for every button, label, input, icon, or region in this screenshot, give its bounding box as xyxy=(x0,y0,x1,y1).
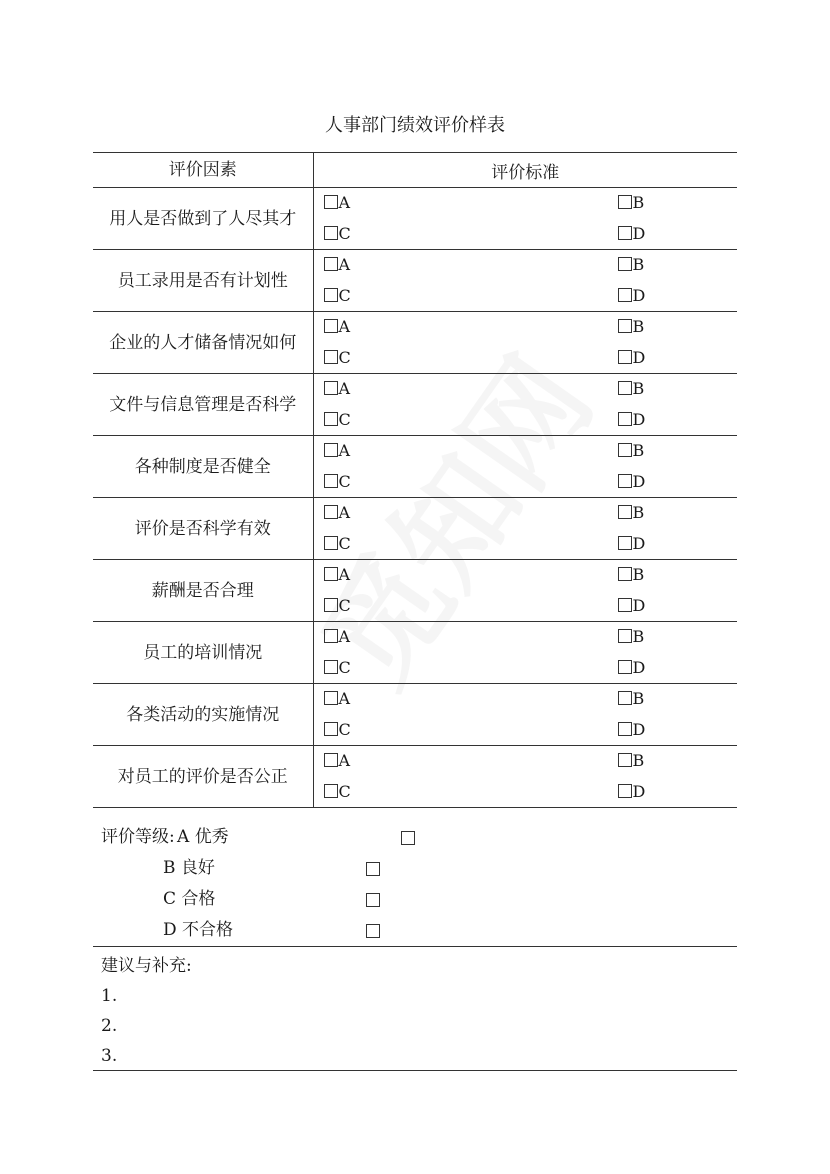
checkbox-icon[interactable] xyxy=(618,753,632,767)
factor-cell: 员工的培训情况 xyxy=(93,622,313,684)
option-a-checkbox[interactable] xyxy=(324,503,351,523)
factor-cell: 薪酬是否合理 xyxy=(93,560,313,622)
grade-text: 良好 xyxy=(180,858,215,878)
table-row xyxy=(93,312,737,374)
option-c-checkbox[interactable] xyxy=(324,410,351,430)
checkbox-icon[interactable] xyxy=(324,505,338,519)
option-d-checkbox[interactable] xyxy=(618,658,646,678)
option-b-checkbox[interactable] xyxy=(618,689,645,709)
grade-d-checkbox[interactable] xyxy=(366,924,380,938)
header-factor: 评价因素 xyxy=(93,153,313,188)
checkbox-icon[interactable] xyxy=(324,319,338,333)
option-label: D xyxy=(632,534,646,553)
checkbox-icon[interactable] xyxy=(618,598,632,612)
grade-label: 评价等级: xyxy=(101,827,175,847)
table-row xyxy=(93,188,737,250)
factor-cell: 评价是否科学有效 xyxy=(93,498,313,560)
suggestion-line: 1. xyxy=(101,986,118,1006)
checkbox-icon[interactable] xyxy=(618,381,632,395)
option-b-checkbox[interactable] xyxy=(618,379,645,399)
checkbox-icon[interactable] xyxy=(324,443,338,457)
option-label: D xyxy=(632,410,646,429)
option-label: A xyxy=(338,255,351,274)
checkbox-icon[interactable] xyxy=(618,195,632,209)
grade-code: C xyxy=(163,889,177,909)
option-label: B xyxy=(632,627,645,646)
option-a-checkbox[interactable] xyxy=(324,255,351,275)
checkbox-icon[interactable] xyxy=(324,598,338,612)
checkbox-icon[interactable] xyxy=(324,288,338,302)
checkbox-icon[interactable] xyxy=(324,381,338,395)
option-a-checkbox[interactable] xyxy=(324,627,351,647)
option-b-checkbox[interactable] xyxy=(618,565,645,585)
option-d-checkbox[interactable] xyxy=(618,596,646,616)
factor-cell: 用人是否做到了人尽其才 xyxy=(93,188,313,250)
option-label: C xyxy=(338,596,351,615)
option-label: C xyxy=(338,472,351,491)
option-d-checkbox[interactable] xyxy=(618,410,646,430)
grade-text: 不合格 xyxy=(182,920,234,940)
checkbox-icon[interactable] xyxy=(618,474,632,488)
option-c-checkbox[interactable] xyxy=(324,596,351,616)
option-a-checkbox[interactable] xyxy=(324,689,351,709)
criteria-cell xyxy=(313,374,737,436)
table-row xyxy=(93,684,737,746)
checkbox-icon[interactable] xyxy=(324,350,338,364)
option-label: B xyxy=(632,503,645,522)
option-label: B xyxy=(632,689,645,708)
criteria-cell xyxy=(313,250,737,312)
option-label: A xyxy=(338,565,351,584)
checkbox-icon[interactable] xyxy=(618,536,632,550)
table-row xyxy=(93,498,737,560)
checkbox-icon[interactable] xyxy=(324,753,338,767)
criteria-cell xyxy=(313,498,737,560)
table-row xyxy=(93,560,737,622)
criteria-cell xyxy=(313,684,737,746)
option-d-checkbox[interactable] xyxy=(618,534,646,554)
suggestion-section xyxy=(93,947,737,1071)
factor-cell: 企业的人才储备情况如何 xyxy=(93,312,313,374)
checkbox-icon[interactable] xyxy=(324,195,338,209)
option-label: C xyxy=(338,782,351,801)
option-d-checkbox[interactable] xyxy=(618,472,646,492)
factor-cell: 各类活动的实施情况 xyxy=(93,684,313,746)
criteria-cell xyxy=(313,622,737,684)
checkbox-icon[interactable] xyxy=(324,412,338,426)
checkbox-icon[interactable] xyxy=(618,226,632,240)
grade-item xyxy=(163,919,233,941)
option-d-checkbox[interactable] xyxy=(618,348,646,368)
option-label: B xyxy=(632,317,645,336)
grade-section xyxy=(93,822,737,947)
option-label: A xyxy=(338,379,351,398)
criteria-cell xyxy=(313,560,737,622)
option-a-checkbox[interactable] xyxy=(324,317,351,337)
option-label: A xyxy=(338,503,351,522)
checkbox-icon[interactable] xyxy=(324,474,338,488)
option-b-checkbox[interactable] xyxy=(618,503,645,523)
option-b-checkbox[interactable] xyxy=(618,193,645,213)
table-row xyxy=(93,436,737,498)
option-label: B xyxy=(632,565,645,584)
checkbox-icon[interactable] xyxy=(618,412,632,426)
option-label: D xyxy=(632,596,646,615)
option-b-checkbox[interactable] xyxy=(618,255,645,275)
option-b-checkbox[interactable] xyxy=(618,317,645,337)
option-label: D xyxy=(632,348,646,367)
option-c-checkbox[interactable] xyxy=(324,658,351,678)
option-label: C xyxy=(338,410,351,429)
option-label: A xyxy=(338,441,351,460)
table-row xyxy=(93,374,737,436)
option-label: D xyxy=(632,720,646,739)
checkbox-icon[interactable] xyxy=(324,226,338,240)
checkbox-icon[interactable] xyxy=(618,722,632,736)
option-label: D xyxy=(632,286,646,305)
checkbox-icon[interactable] xyxy=(618,505,632,519)
option-label: A xyxy=(338,193,351,212)
grade-item xyxy=(163,857,215,879)
grade-code: D xyxy=(163,920,177,940)
option-label: C xyxy=(338,658,351,677)
checkbox-icon[interactable] xyxy=(324,660,338,674)
option-label: B xyxy=(632,379,645,398)
option-c-checkbox[interactable] xyxy=(324,348,351,368)
checkbox-icon[interactable] xyxy=(324,567,338,581)
criteria-cell xyxy=(313,312,737,374)
header-criteria: 评价标准 xyxy=(313,153,737,188)
grade-code: A xyxy=(177,827,190,847)
checkbox-icon[interactable] xyxy=(618,350,632,364)
option-label: A xyxy=(338,627,351,646)
grade-c-checkbox[interactable] xyxy=(366,893,380,907)
option-label: C xyxy=(338,224,351,243)
option-c-checkbox[interactable] xyxy=(324,224,351,244)
checkbox-icon[interactable] xyxy=(618,288,632,302)
checkbox-icon[interactable] xyxy=(618,443,632,457)
grade-text: 优秀 xyxy=(194,827,229,847)
checkbox-icon[interactable] xyxy=(324,629,338,643)
criteria-cell xyxy=(313,188,737,250)
criteria-cell xyxy=(313,746,737,808)
option-label: B xyxy=(632,751,645,770)
option-c-checkbox[interactable] xyxy=(324,720,351,740)
grade-code: B xyxy=(163,858,176,878)
option-label: C xyxy=(338,348,351,367)
checkbox-icon[interactable] xyxy=(324,691,338,705)
page-title: 人事部门绩效评价样表 xyxy=(325,115,505,136)
option-label: A xyxy=(338,317,351,336)
option-label: D xyxy=(632,658,646,677)
table-row xyxy=(93,250,737,312)
option-a-checkbox[interactable] xyxy=(324,441,351,461)
option-label: C xyxy=(338,534,351,553)
checkbox-icon[interactable] xyxy=(324,536,338,550)
option-d-checkbox[interactable] xyxy=(618,286,646,306)
table-row xyxy=(93,622,737,684)
grade-item xyxy=(177,826,229,848)
evaluation-table xyxy=(93,152,737,808)
option-label: B xyxy=(632,441,645,460)
option-label: B xyxy=(632,255,645,274)
option-c-checkbox[interactable] xyxy=(324,782,351,802)
option-c-checkbox[interactable] xyxy=(324,472,351,492)
grade-b-checkbox[interactable] xyxy=(366,862,380,876)
option-d-checkbox[interactable] xyxy=(618,224,646,244)
checkbox-icon[interactable] xyxy=(618,319,632,333)
option-label: D xyxy=(632,224,646,243)
criteria-cell xyxy=(313,436,737,498)
option-b-checkbox[interactable] xyxy=(618,627,645,647)
option-a-checkbox[interactable] xyxy=(324,751,351,771)
checkbox-icon[interactable] xyxy=(618,660,632,674)
option-b-checkbox[interactable] xyxy=(618,441,645,461)
option-b-checkbox[interactable] xyxy=(618,751,645,771)
option-label: B xyxy=(632,193,645,212)
table-row xyxy=(93,746,737,808)
grade-text: 合格 xyxy=(181,889,216,909)
checkbox-icon[interactable] xyxy=(618,567,632,581)
option-label: C xyxy=(338,720,351,739)
option-label: D xyxy=(632,472,646,491)
option-a-checkbox[interactable] xyxy=(324,379,351,399)
checkbox-icon[interactable] xyxy=(618,629,632,643)
suggestion-line: 3. xyxy=(101,1046,118,1066)
option-c-checkbox[interactable] xyxy=(324,286,351,306)
factor-cell: 对员工的评价是否公正 xyxy=(93,746,313,808)
option-a-checkbox[interactable] xyxy=(324,565,351,585)
option-label: A xyxy=(338,689,351,708)
grade-item xyxy=(163,888,215,910)
checkbox-icon[interactable] xyxy=(618,784,632,798)
option-label: C xyxy=(338,286,351,305)
factor-cell: 文件与信息管理是否科学 xyxy=(93,374,313,436)
factor-cell: 员工录用是否有计划性 xyxy=(93,250,313,312)
checkbox-icon[interactable] xyxy=(324,784,338,798)
checkbox-icon[interactable] xyxy=(618,691,632,705)
checkbox-icon[interactable] xyxy=(618,257,632,271)
option-c-checkbox[interactable] xyxy=(324,534,351,554)
option-d-checkbox[interactable] xyxy=(618,782,646,802)
checkbox-icon[interactable] xyxy=(324,722,338,736)
factor-cell: 各种制度是否健全 xyxy=(93,436,313,498)
option-label: A xyxy=(338,751,351,770)
suggestion-line: 2. xyxy=(101,1016,118,1036)
option-label: D xyxy=(632,782,646,801)
option-a-checkbox[interactable] xyxy=(324,193,351,213)
checkbox-icon[interactable] xyxy=(324,257,338,271)
grade-a-checkbox[interactable] xyxy=(401,831,415,845)
option-d-checkbox[interactable] xyxy=(618,720,646,740)
suggestion-label: 建议与补充: xyxy=(101,956,192,976)
